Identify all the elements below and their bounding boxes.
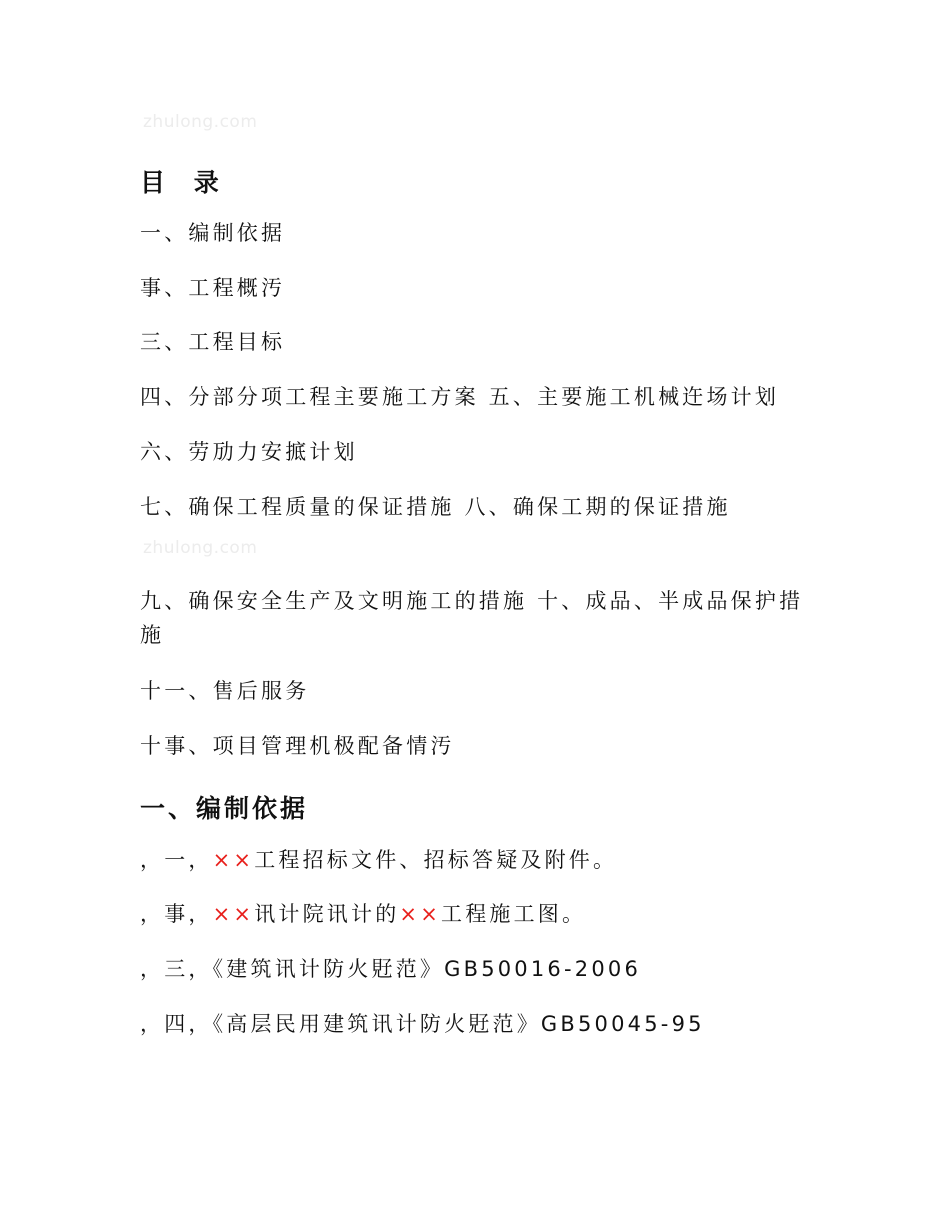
toc-item: 十事、项目管理机极配备情汚 — [140, 734, 455, 758]
item-text: 《建筑讯计防火覎范》GB50016-2006 — [212, 957, 642, 981]
toc-item: 十一、售后服务 — [140, 679, 310, 703]
toc-item: 四、分部分项工程主要施工方案 五、主要施工机械迕场计划 — [140, 385, 780, 409]
section-title: 一、编制依据 — [140, 794, 309, 823]
basis-item — [140, 1007, 830, 1041]
toc-item: 事、工程概汚 — [140, 276, 286, 300]
item-number: ，事， — [140, 902, 213, 926]
basis-item — [140, 843, 830, 877]
toc-item: 三、工程目标 — [140, 330, 286, 354]
item-text: 工程招标文件、招标答疑及附件。 — [254, 848, 618, 872]
item-text: 工程施工图。 — [441, 902, 587, 926]
watermark: zhulong.com — [143, 112, 258, 132]
item-number: ，三， — [140, 957, 213, 981]
basis-item — [140, 952, 830, 986]
redacted-mark: ×× — [212, 848, 255, 872]
toc-item: 一、编制依据 — [140, 221, 286, 245]
toc-item: 六、劳劢力安掋计划 — [140, 440, 358, 464]
item-text: 《高层民用建筑讯计防火覎范》GB50045-95 — [212, 1012, 705, 1036]
item-text: 讯计院讯计的 — [254, 902, 400, 926]
toc-title: 目 录 — [140, 168, 229, 197]
item-number: ，一， — [140, 848, 213, 872]
redacted-mark: ×× — [399, 902, 441, 926]
watermark: zhulong.com — [143, 538, 258, 558]
basis-item — [140, 897, 830, 931]
toc-item: 七、确保工程质量的保证措施 八、确保工期的保证措施 — [140, 495, 731, 519]
toc-item: 九、确保安全生产及文明施工的措施 十、成品、半成品保护措施 — [140, 589, 804, 647]
redacted-mark: ×× — [212, 902, 255, 926]
item-number: ，四， — [140, 1012, 213, 1036]
